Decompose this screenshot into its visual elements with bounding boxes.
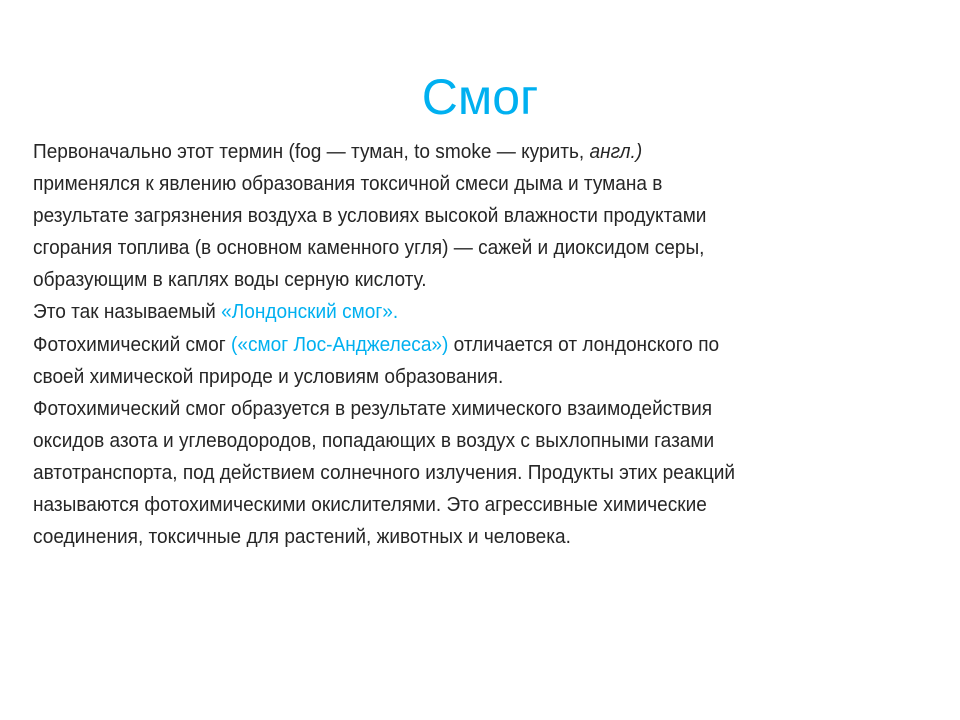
- text: отличается от лондонского по: [448, 332, 720, 356]
- highlight-london-smog: «Лондонский смог».: [221, 300, 399, 324]
- italic-text: англ.): [589, 140, 643, 163]
- text-line: соединения, токсичные для растений, животных и человека.: [33, 525, 571, 549]
- text-line: называются фотохимическими окислителями. Это агрессивные химические: [33, 493, 707, 517]
- text-line: [33, 296, 870, 328]
- text-line: [33, 136, 870, 168]
- slide-title: Смог: [421, 69, 539, 125]
- highlight-la-smog: («смог Лос-Анджелеса»): [231, 332, 449, 356]
- text: Фотохимический смог: [33, 332, 232, 356]
- text: Первоначально этот термин (fog — туман, to smoke — курить,: [33, 140, 590, 163]
- text-line: [33, 329, 870, 361]
- text: Это так называемый: [33, 300, 222, 324]
- text-line: Фотохимический смог образуется в результате химического взаимодействия: [33, 396, 713, 420]
- text-line: результате загрязнения воздуха в условиях высокой влажности продуктами: [33, 204, 707, 228]
- text-line: автотранспорта, под действием солнечного излучения. Продукты этих реакций: [33, 460, 736, 484]
- slide-body: [33, 136, 933, 553]
- text-line: образующим в каплях воды серную кислоту.: [33, 268, 427, 292]
- text-line: своей химической природе и условиям образования.: [33, 364, 504, 388]
- text-line: применялся к явлению образования токсичной смеси дыма и тумана в: [33, 172, 663, 196]
- text-line: сгорания топлива (в основном каменного угля) — сажей и диоксидом серы,: [33, 236, 705, 260]
- text-line: оксидов азота и углеводородов, попадающих в воздух с выхлопными газами: [33, 428, 715, 452]
